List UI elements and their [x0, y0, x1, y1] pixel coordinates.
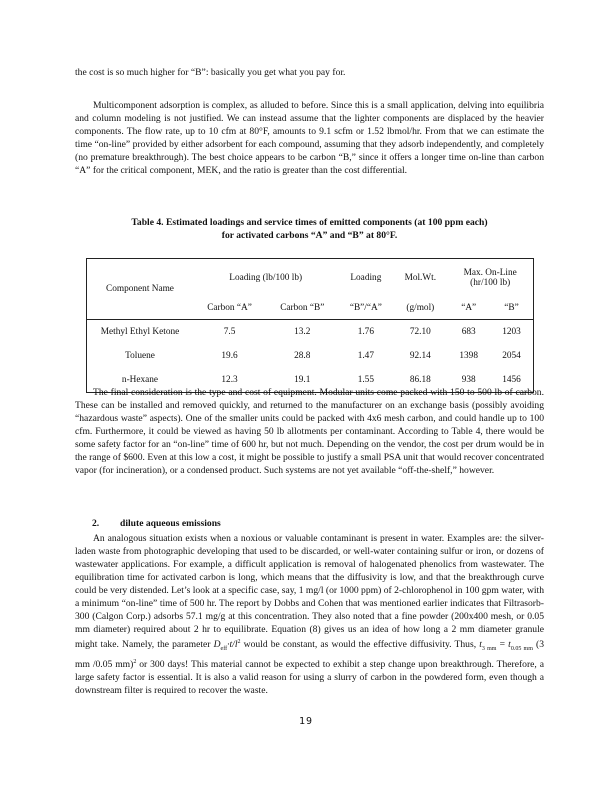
aqueous-text-4: or 300 days! This material cannot be expected to exhibit a step change upon breakthrough. Therefore, a large safety factor is essential. It is also a valid reason for using a slurry of carbon in the powdered form, even though a downstream filter is required to recover the waste.: [75, 659, 545, 697]
cell-component: Methyl Ethyl Ketone: [87, 320, 194, 345]
paragraph-aqueous: [75, 532, 544, 697]
param-exp: 2: [237, 639, 241, 645]
cell-ratio: 1.47: [357, 351, 374, 361]
aqueous-text-3: (3 mm /0.05 mm): [75, 639, 544, 671]
t1-sub: 3 mm: [481, 646, 497, 653]
subheader-carbon-a: Carbon “A”: [207, 303, 252, 313]
cell-online-a: 938: [447, 368, 490, 393]
cell-ratio: 1.55: [338, 368, 393, 393]
header-molwt: Mol.Wt.: [393, 259, 447, 298]
table-caption-line2: for activated carbons “A” and “B” at 80°F.: [221, 230, 398, 241]
t1: t: [479, 639, 482, 651]
cell-online-a: 683: [447, 320, 490, 345]
header-online-line1: Max. On-Line: [463, 268, 517, 278]
cell-molwt: 72.10: [393, 320, 447, 345]
subheader-ratio: “B”/“A”: [349, 303, 382, 313]
subheader-carbon-b: Carbon “B”: [280, 303, 325, 313]
aqueous-text-1: An analogous situation exists when a noxious or valuable contaminant is present in water. Examples are: the silver-laden waste from photographic developing that used to be discarded, or well-water containing sulfur or iron, or dozens of wastewater applications. For example, a difficult application is removal of halogenated phenolics from wastewater. The equilibration time for activated carbon is long, which means that the diffusivity is low, and that the breakthrough curve could be very distended. Let’s look at a specific case, say, 1 mg/l (or 1000 ppm) of 2-chlorophenol in 100 gpm water, with a minimum “on-line” time of 500 hr. The report by Dobbs and Cohen that was mentioned earlier indicates that Filtrasorb-300 (Calgon Corp.) adsorbs 57.1 mg/g at this concentration. They also noted that a fine powder (200x400 mesh, or 0.05 mm diameter) required about 2 hr to equilibrate. Equation (8) gives us an idea of how long a 2 mm diameter granule might take. Namely, the parameter: [75, 533, 544, 651]
subheader-online-a: “A”: [461, 303, 477, 313]
cell-online-b: 1456: [490, 368, 534, 393]
loadings-table: [86, 258, 534, 393]
cell-online-b: 1203: [490, 320, 534, 345]
aqueous-text-2: would be constant, as would the effective diffusivity. Thus,: [240, 639, 480, 651]
t2-sub: 0.05 mm: [510, 646, 533, 653]
cell-loading-a: 7.5: [193, 320, 266, 345]
cell-loading-a: 12.3: [193, 368, 266, 393]
cell-ratio: 1.76: [338, 320, 393, 345]
page-number: 19: [298, 716, 314, 727]
cell-loading-b: 28.8: [294, 351, 311, 361]
cell-molwt: 92.14: [409, 351, 431, 361]
equals: =: [496, 639, 509, 651]
cell-loading-b: 13.2: [266, 320, 338, 345]
param-d-sub: eff: [220, 646, 228, 653]
section-heading: [92, 518, 221, 529]
header-online-line2: (hr/100 lb): [470, 278, 511, 288]
param-rest: ·t/l: [227, 639, 238, 651]
subheader-online-b: “B”: [490, 297, 534, 320]
subheader-gmol: (g/mol): [406, 303, 435, 313]
cell-component: Toluene: [87, 344, 194, 368]
paragraph-multicomponent: Multicomponent adsorption is complex, as alluded to before. Since this is a small application, delving into equilibria and column modeling is not justified. We can instead assume that the lighter components are displaced by the heavier components. The flow rate, up to 10 cfm at 80°F, amounts to 9.1 scfm or 1.52 lbmol/hr. From that we can estimate the time “on-line” provided by either adsorbent for each compound, assuming that they adsorb independently, and completely (no premature breakthrough). The best choice appears to be carbon “B,” since it offers a longer time on-line than carbon “A” for the critical component, MEK, and the ratio is greater than the cost differential.: [75, 100, 544, 176]
t2: t: [508, 639, 511, 651]
cell-loading-b: 19.1: [266, 368, 338, 393]
paragraph-equipment: The final consideration is the type and cost of equipment. Modular units come packed with 150 to 500 lb of carbon. These can be installed and removed quickly, and returned to the manufacturer on an exchange basis (possibly avoiding “hazardous waste” aspects). One of the smaller units could be packed with 4x6 mesh carbon, and could handle up to 100 cfm. Furthermore, it could be viewed as having 50 lb allotments per contaminant. According to Table 4, there would be some safety factor for an “on-line” time of 600 hr, but not much. Depending on the vendor, the cost per drum would be in the range of $600. Even at this low a cost, it might be possible to justify a small PSA unit that would recover concentrated vapor (for incineration), or a condensed product. Such systems are not yet available “off-the-shelf,” however.: [75, 387, 544, 476]
header-loading: Loading (lb/100 lb): [193, 259, 338, 298]
cell-molwt: 86.18: [393, 368, 447, 393]
exp2: 2: [133, 659, 137, 666]
section-number: 2.: [92, 518, 100, 529]
header-component: Component Name: [87, 259, 194, 320]
section-title: dilute aqueous emissions: [120, 518, 221, 529]
table-caption-line1: Table 4. Estimated loadings and service times of emitted components (at 100 ppm each): [131, 217, 488, 228]
cell-component: n-Hexane: [87, 368, 194, 393]
intro-line: the cost is so much higher for “B”: basically you get what you pay for.: [75, 67, 346, 78]
table-row: [87, 344, 534, 368]
cell-online-a: 1398: [459, 351, 478, 361]
cell-online-b: 2054: [490, 344, 534, 368]
cell-loading-a: 19.6: [221, 351, 238, 361]
param-d: D: [213, 639, 221, 651]
header-loading-ratio: Loading: [338, 259, 393, 298]
header-online: [447, 259, 533, 298]
table-caption: [75, 216, 544, 242]
table-row: [87, 320, 534, 345]
